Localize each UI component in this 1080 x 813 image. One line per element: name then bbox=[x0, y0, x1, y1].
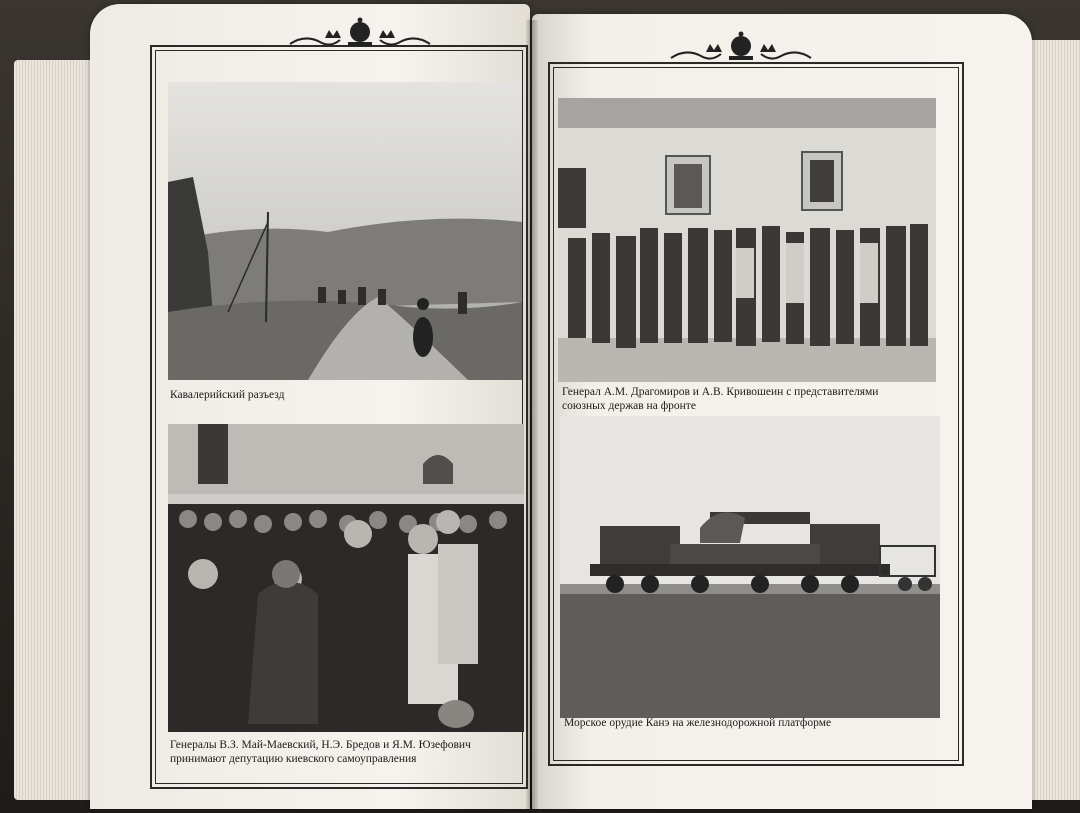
left-page-edges bbox=[14, 60, 94, 800]
generals-allied-photo bbox=[558, 98, 936, 382]
generals-deputation-photo bbox=[168, 424, 524, 732]
crown-ornament-icon bbox=[285, 16, 435, 56]
naval-gun-photo bbox=[560, 416, 940, 718]
generals-deputation-caption: Генералы В.З. Май-Маевский, Н.Э. Бредов и Я.М. Юзефович принимают депутацию киевского самоуправления bbox=[170, 739, 471, 765]
crown-ornament-icon bbox=[666, 30, 816, 70]
cavalry-patrol-caption: Кавалерийский разъезд bbox=[170, 389, 285, 401]
generals-allied-caption: Генерал А.М. Драгомиров и А.В. Кривошеин с представителями союзных держав на фронте bbox=[562, 386, 879, 412]
naval-gun-caption: Морское орудие Канэ на железнодорожной платформе bbox=[564, 717, 832, 729]
cavalry-patrol-photo bbox=[168, 82, 522, 380]
